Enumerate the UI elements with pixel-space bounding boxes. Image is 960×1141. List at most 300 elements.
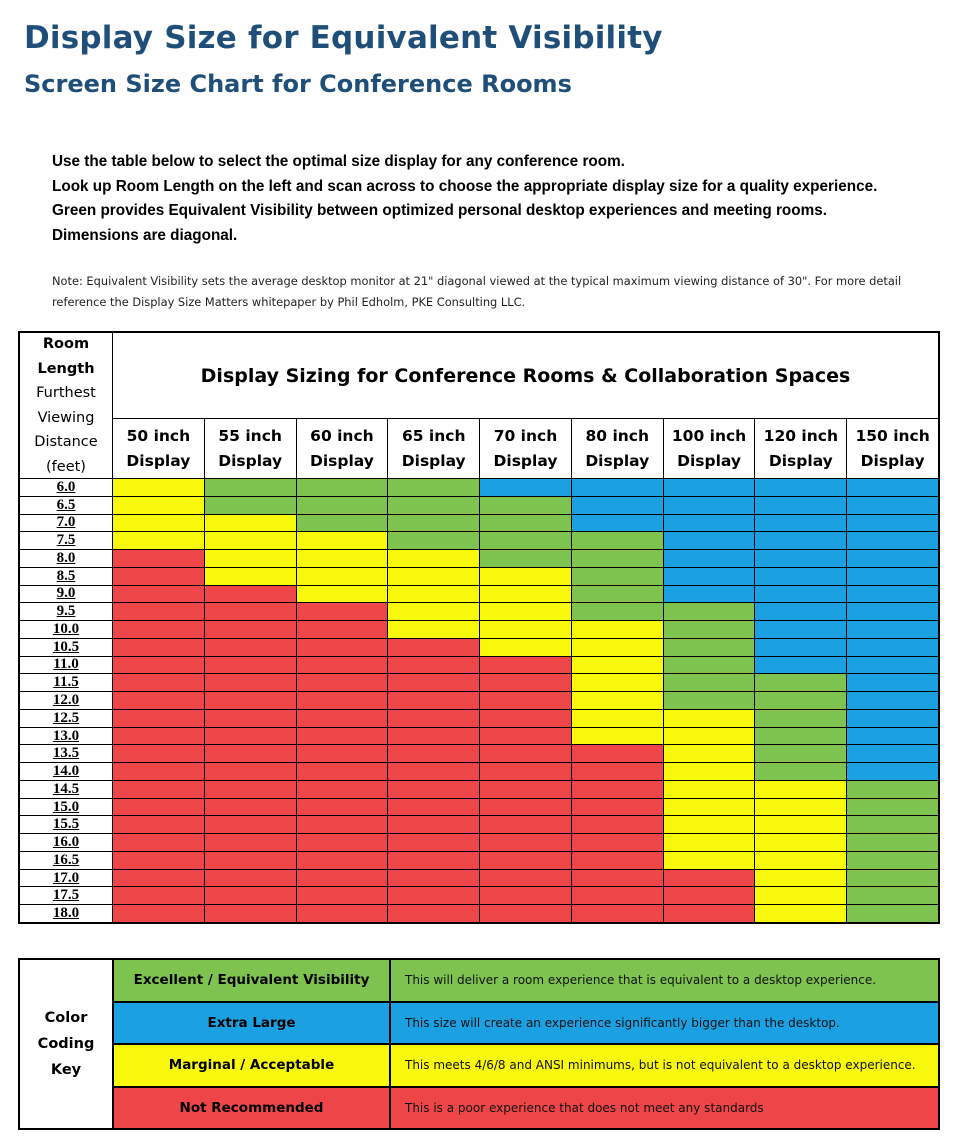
rating-cell	[388, 586, 479, 603]
key-rating-name: Not Recommended	[114, 1088, 389, 1129]
room-length-cell: 17.5	[20, 887, 112, 904]
display-sizing-table	[18, 331, 940, 924]
rating-cell	[847, 568, 938, 585]
rating-cell	[755, 674, 846, 691]
rating-cell	[297, 870, 388, 887]
rating-cell	[755, 621, 846, 638]
room-length-cell: 13.5	[20, 745, 112, 762]
rating-cell	[388, 621, 479, 638]
rating-cell	[113, 515, 204, 532]
instruction-line: Dimensions are diagonal.	[52, 226, 238, 244]
room-length-cell: 16.5	[20, 852, 112, 869]
rating-cell	[847, 763, 938, 780]
rating-cell	[572, 745, 663, 762]
rating-cell	[297, 692, 388, 709]
column-size-label: 55 inch	[218, 426, 282, 445]
rating-cell	[572, 905, 663, 922]
rating-cell	[297, 905, 388, 922]
rating-cell	[664, 621, 755, 638]
rating-cell	[664, 834, 755, 851]
room-length-cell: 12.5	[20, 710, 112, 727]
column-header	[572, 419, 663, 478]
column-header	[755, 419, 846, 478]
instruction-line: Use the table below to select the optimal size display for any conference room.	[52, 153, 625, 170]
rating-cell	[388, 887, 479, 904]
rating-cell	[297, 657, 388, 674]
rating-cell	[297, 532, 388, 549]
column-unit-label: Display	[768, 451, 833, 470]
rating-cell	[388, 834, 479, 851]
rating-cell	[205, 781, 296, 798]
rating-cell	[664, 586, 755, 603]
rating-cell	[297, 852, 388, 869]
rating-cell	[205, 887, 296, 904]
rating-cell	[205, 799, 296, 816]
rating-cell	[847, 870, 938, 887]
rating-cell	[205, 550, 296, 567]
rating-cell	[847, 887, 938, 904]
rating-cell	[297, 515, 388, 532]
rating-cell	[113, 852, 204, 869]
rating-cell	[205, 657, 296, 674]
rating-cell	[113, 532, 204, 549]
rating-cell	[480, 834, 571, 851]
column-unit-label: Display	[218, 451, 283, 470]
rating-cell	[755, 479, 846, 496]
rating-cell	[113, 497, 204, 514]
rating-cell	[572, 692, 663, 709]
rating-cell	[480, 852, 571, 869]
rating-cell	[572, 515, 663, 532]
room-header-line: (feet)	[46, 458, 86, 475]
rating-cell	[755, 905, 846, 922]
column-header	[388, 419, 479, 478]
rating-cell	[113, 816, 204, 833]
rating-cell	[113, 586, 204, 603]
key-rating-description: This is a poor experience that does not meet any standards	[391, 1088, 938, 1129]
rating-cell	[572, 834, 663, 851]
column-header	[664, 419, 755, 478]
key-rating-description: This will deliver a room experience that is equivalent to a desktop experience.	[391, 960, 938, 1001]
rating-cell	[205, 674, 296, 691]
rating-cell	[297, 745, 388, 762]
rating-cell	[388, 568, 479, 585]
room-length-cell: 18.0	[20, 905, 112, 922]
rating-cell	[755, 763, 846, 780]
rating-cell	[480, 870, 571, 887]
rating-cell	[297, 816, 388, 833]
rating-cell	[388, 852, 479, 869]
rating-cell	[480, 497, 571, 514]
rating-cell	[480, 799, 571, 816]
rating-cell	[113, 763, 204, 780]
rating-cell	[755, 887, 846, 904]
rating-cell	[755, 568, 846, 585]
rating-cell	[664, 515, 755, 532]
rating-cell	[297, 674, 388, 691]
rating-cell	[664, 532, 755, 549]
rating-cell	[205, 870, 296, 887]
column-size-label: 65 inch	[401, 426, 466, 445]
rating-cell	[113, 657, 204, 674]
column-size-label: 120 inch	[763, 426, 838, 445]
rating-cell	[572, 799, 663, 816]
room-length-cell: 7.0	[20, 515, 112, 532]
rating-cell	[388, 515, 479, 532]
room-length-cell: 8.5	[20, 568, 112, 585]
rating-cell	[480, 728, 571, 745]
rating-cell	[388, 763, 479, 780]
rating-cell	[388, 781, 479, 798]
rating-cell	[664, 568, 755, 585]
rating-cell	[847, 834, 938, 851]
rating-cell	[755, 781, 846, 798]
instructions	[52, 150, 877, 248]
rating-cell	[755, 639, 846, 656]
rating-cell	[572, 852, 663, 869]
room-length-cell: 12.0	[20, 692, 112, 709]
room-length-cell: 16.0	[20, 834, 112, 851]
rating-cell	[388, 799, 479, 816]
room-length-cell: 11.5	[20, 674, 112, 691]
rating-cell	[297, 710, 388, 727]
rating-cell	[664, 692, 755, 709]
key-rating-description: This meets 4/6/8 and ANSI minimums, but is not equivalent to a desktop experience.	[391, 1045, 938, 1086]
rating-cell	[572, 586, 663, 603]
rating-cell	[205, 763, 296, 780]
rating-cell	[205, 586, 296, 603]
rating-cell	[572, 479, 663, 496]
rating-cell	[572, 674, 663, 691]
rating-cell	[664, 852, 755, 869]
column-size-label: 50 inch	[126, 426, 191, 445]
rating-cell	[113, 745, 204, 762]
rating-cell	[664, 905, 755, 922]
rating-cell	[388, 497, 479, 514]
rating-cell	[297, 887, 388, 904]
rating-cell	[480, 905, 571, 922]
room-length-cell: 6.0	[20, 479, 112, 496]
rating-cell	[113, 692, 204, 709]
rating-cell	[113, 781, 204, 798]
rating-cell	[297, 568, 388, 585]
rating-cell	[572, 781, 663, 798]
rating-cell	[847, 515, 938, 532]
rating-cell	[664, 781, 755, 798]
room-length-cell: 11.0	[20, 657, 112, 674]
rating-cell	[113, 887, 204, 904]
rating-cell	[664, 657, 755, 674]
room-length-cell: 6.5	[20, 497, 112, 514]
rating-cell	[205, 834, 296, 851]
rating-cell	[480, 515, 571, 532]
rating-cell	[297, 834, 388, 851]
rating-cell	[113, 639, 204, 656]
rating-cell	[297, 479, 388, 496]
rating-cell	[572, 568, 663, 585]
room-length-cell: 15.5	[20, 816, 112, 833]
rating-cell	[205, 621, 296, 638]
page-subtitle: Screen Size Chart for Conference Rooms	[24, 70, 572, 98]
rating-cell	[205, 479, 296, 496]
column-unit-label: Display	[677, 451, 741, 470]
rating-cell	[205, 816, 296, 833]
rating-cell	[113, 603, 204, 620]
rating-cell	[664, 887, 755, 904]
rating-cell	[847, 674, 938, 691]
rating-cell	[297, 550, 388, 567]
rating-cell	[572, 550, 663, 567]
rating-cell	[480, 603, 571, 620]
rating-cell	[755, 852, 846, 869]
rating-cell	[847, 550, 938, 567]
rating-cell	[480, 479, 571, 496]
rating-cell	[755, 799, 846, 816]
rating-cell	[480, 763, 571, 780]
room-header-line: Viewing	[37, 409, 95, 426]
room-length-cell: 9.5	[20, 603, 112, 620]
column-size-label: 70 inch	[493, 426, 558, 445]
rating-cell	[847, 852, 938, 869]
room-length-cell: 13.0	[20, 728, 112, 745]
column-size-label: 60 inch	[310, 426, 374, 445]
rating-cell	[572, 639, 663, 656]
rating-cell	[480, 692, 571, 709]
rating-cell	[388, 816, 479, 833]
rating-cell	[755, 834, 846, 851]
rating-cell	[847, 479, 938, 496]
rating-cell	[847, 692, 938, 709]
rating-cell	[388, 692, 479, 709]
rating-cell	[755, 728, 846, 745]
rating-cell	[572, 870, 663, 887]
rating-cell	[388, 745, 479, 762]
key-label-line: Color	[44, 1010, 88, 1026]
rating-cell	[572, 728, 663, 745]
column-unit-label: Display	[585, 451, 650, 470]
rating-cell	[388, 550, 479, 567]
rating-cell	[480, 568, 571, 585]
rating-cell	[113, 674, 204, 691]
rating-cell	[113, 479, 204, 496]
key-rating-description: This size will create an experience significantly bigger than the desktop.	[391, 1003, 938, 1044]
rating-cell	[755, 532, 846, 549]
rating-cell	[480, 657, 571, 674]
room-length-cell: 9.0	[20, 586, 112, 603]
room-length-cell: 10.5	[20, 639, 112, 656]
column-unit-label: Display	[493, 451, 558, 470]
room-length-cell: 14.0	[20, 763, 112, 780]
rating-cell	[388, 657, 479, 674]
rating-cell	[755, 603, 846, 620]
rating-cell	[297, 621, 388, 638]
rating-cell	[388, 479, 479, 496]
rating-cell	[388, 905, 479, 922]
rating-cell	[755, 692, 846, 709]
rating-cell	[205, 603, 296, 620]
rating-cell	[205, 905, 296, 922]
rating-cell	[205, 728, 296, 745]
rating-cell	[297, 799, 388, 816]
rating-cell	[572, 816, 663, 833]
rating-cell	[205, 710, 296, 727]
rating-cell	[664, 497, 755, 514]
room-header-line: Length	[37, 360, 95, 377]
key-rating-name: Excellent / Equivalent Visibility	[114, 960, 389, 1001]
column-header	[847, 419, 938, 478]
rating-cell	[205, 852, 296, 869]
instruction-line: Look up Room Length on the left and scan across to choose the appropriate display size for a quality experience.	[52, 177, 878, 195]
rating-cell	[388, 532, 479, 549]
rating-cell	[847, 639, 938, 656]
column-unit-label: Display	[401, 451, 466, 470]
room-length-cell: 10.0	[20, 621, 112, 638]
column-unit-label: Display	[126, 451, 191, 470]
rating-cell	[847, 603, 938, 620]
rating-cell	[480, 550, 571, 567]
room-header-line: Room	[42, 336, 90, 352]
rating-cell	[297, 763, 388, 780]
room-header-line: Distance	[34, 434, 98, 450]
rating-cell	[664, 550, 755, 567]
rating-cell	[480, 639, 571, 656]
rating-cell	[755, 870, 846, 887]
room-length-cell: 14.5	[20, 781, 112, 798]
room-length-header	[20, 333, 112, 478]
rating-cell	[755, 710, 846, 727]
rating-cell	[664, 479, 755, 496]
rating-cell	[205, 639, 296, 656]
rating-cell	[480, 532, 571, 549]
color-coding-key	[18, 958, 940, 1130]
column-header	[113, 419, 204, 478]
room-length-cell: 8.0	[20, 550, 112, 567]
rating-cell	[664, 745, 755, 762]
key-label-line: Key	[50, 1062, 82, 1078]
column-header	[297, 419, 388, 478]
room-length-cell: 15.0	[20, 799, 112, 816]
rating-cell	[480, 745, 571, 762]
rating-cell	[297, 603, 388, 620]
rating-cell	[388, 674, 479, 691]
rating-cell	[205, 692, 296, 709]
rating-cell	[847, 621, 938, 638]
rating-cell	[755, 515, 846, 532]
rating-cell	[664, 728, 755, 745]
rating-cell	[572, 497, 663, 514]
rating-cell	[572, 710, 663, 727]
column-unit-label: Display	[309, 451, 374, 470]
rating-cell	[297, 639, 388, 656]
rating-cell	[664, 763, 755, 780]
rating-cell	[847, 799, 938, 816]
column-size-label: 100 inch	[671, 426, 747, 445]
rating-cell	[664, 674, 755, 691]
rating-cell	[113, 568, 204, 585]
rating-cell	[572, 603, 663, 620]
rating-cell	[664, 799, 755, 816]
rating-cell	[113, 550, 204, 567]
rating-cell	[847, 745, 938, 762]
rating-cell	[205, 568, 296, 585]
rating-cell	[113, 834, 204, 851]
rating-cell	[388, 603, 479, 620]
table-main-header: Display Sizing for Conference Rooms & Collaboration Spaces	[113, 333, 938, 418]
key-rating-name: Marginal / Acceptable	[114, 1045, 389, 1086]
rating-cell	[205, 515, 296, 532]
note-text: Note: Equivalent Visibility sets the average desktop monitor at 21" diagonal viewed at the typical maximum viewing distance of 30". For more detail reference the Display Size Matters whitepaper by Phil Edholm, PKE Consulting LLC.	[52, 274, 902, 309]
rating-cell	[847, 497, 938, 514]
rating-cell	[755, 657, 846, 674]
rating-cell	[847, 781, 938, 798]
rating-cell	[480, 710, 571, 727]
rating-cell	[572, 657, 663, 674]
column-size-label: 80 inch	[585, 426, 650, 445]
room-length-cell: 7.5	[20, 532, 112, 549]
rating-cell	[664, 710, 755, 727]
column-header	[205, 419, 296, 478]
rating-cell	[480, 816, 571, 833]
column-header	[480, 419, 571, 478]
rating-cell	[113, 905, 204, 922]
key-label	[20, 960, 112, 1128]
rating-cell	[388, 639, 479, 656]
rating-cell	[847, 710, 938, 727]
rating-cell	[755, 586, 846, 603]
rating-cell	[572, 532, 663, 549]
rating-cell	[480, 586, 571, 603]
rating-cell	[572, 887, 663, 904]
rating-cell	[388, 870, 479, 887]
rating-cell	[755, 745, 846, 762]
rating-cell	[205, 497, 296, 514]
rating-cell	[664, 870, 755, 887]
rating-cell	[480, 887, 571, 904]
room-header-line: Furthest	[36, 385, 96, 401]
rating-cell	[572, 621, 663, 638]
rating-cell	[113, 799, 204, 816]
column-size-label: 150 inch	[855, 426, 930, 445]
rating-cell	[113, 870, 204, 887]
rating-cell	[388, 710, 479, 727]
rating-cell	[847, 728, 938, 745]
rating-cell	[480, 674, 571, 691]
key-label-line: Coding	[37, 1036, 95, 1052]
rating-cell	[480, 621, 571, 638]
rating-cell	[480, 781, 571, 798]
rating-cell	[113, 621, 204, 638]
rating-cell	[205, 745, 296, 762]
key-rating-name: Extra Large	[114, 1003, 389, 1044]
room-length-cell: 17.0	[20, 870, 112, 887]
rating-cell	[664, 816, 755, 833]
instruction-line: Green provides Equivalent Visibility between optimized personal desktop experiences and meeting rooms.	[52, 202, 827, 219]
page-title: Display Size for Equivalent Visibility	[24, 20, 663, 56]
rating-cell	[297, 781, 388, 798]
rating-cell	[205, 532, 296, 549]
rating-cell	[847, 586, 938, 603]
rating-cell	[297, 586, 388, 603]
rating-cell	[847, 657, 938, 674]
rating-cell	[847, 816, 938, 833]
rating-cell	[113, 710, 204, 727]
rating-cell	[113, 728, 204, 745]
rating-cell	[388, 728, 479, 745]
column-unit-label: Display	[860, 451, 925, 470]
rating-cell	[664, 639, 755, 656]
rating-cell	[297, 497, 388, 514]
rating-cell	[755, 550, 846, 567]
